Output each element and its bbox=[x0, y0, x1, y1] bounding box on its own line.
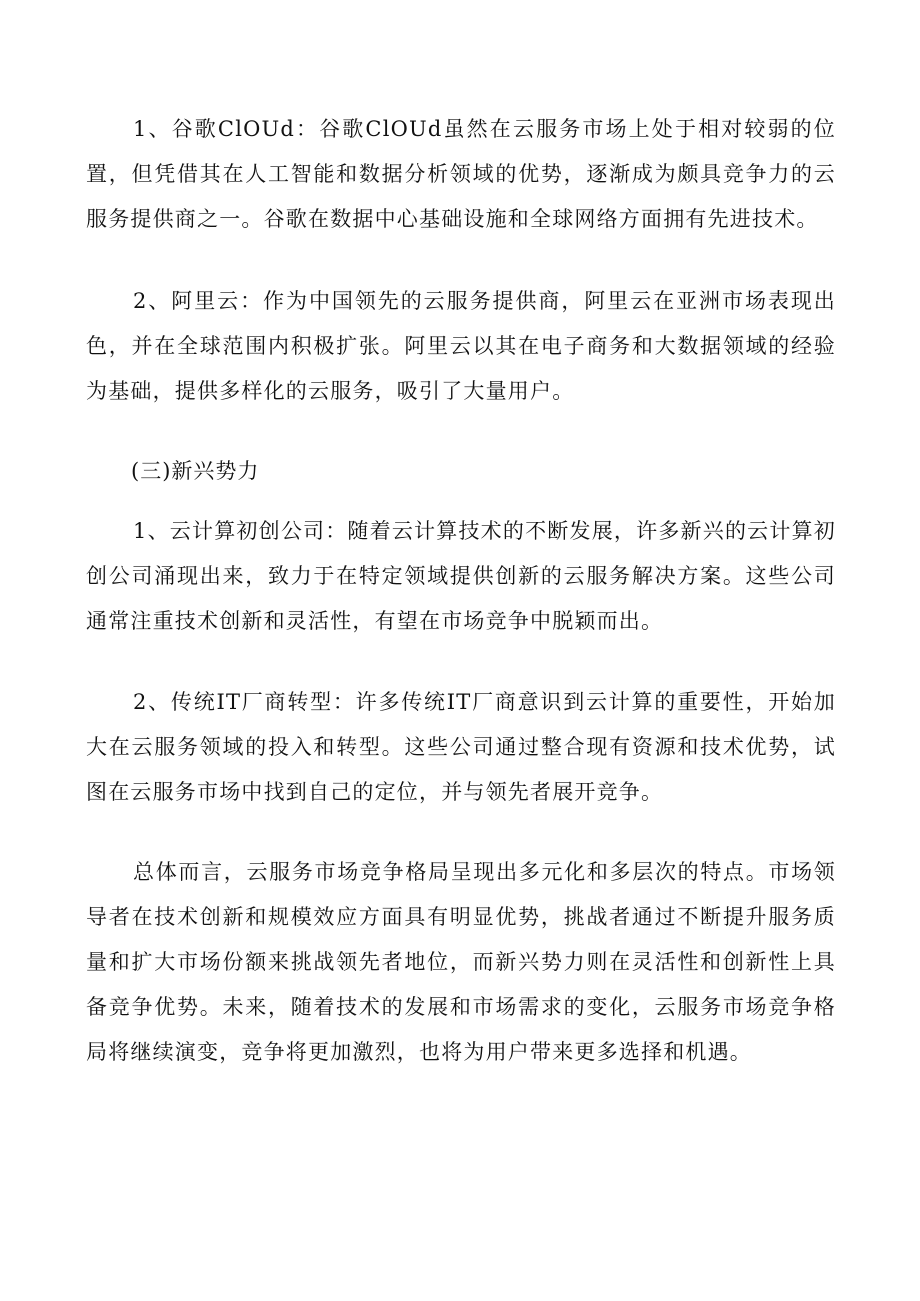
section-heading-emerging-forces: (三)新兴势力 bbox=[131, 459, 260, 483]
paragraph-traditional-it-vendors: 2、传统IT厂商转型：许多传统IT厂商意识到云计算的重要性，开始加大在云服务领域的投入和转型。这些公司通过整合现有资源和技术优势，试图在云服务市场中找到自己的定位，并与领先者展开竞争。 bbox=[86, 690, 836, 804]
paragraph-summary: 总体而言，云服务市场竞争格局呈现出多元化和多层次的特点。市场领导者在技术创新和规模效应方面具有明显优势，挑战者通过不断提升服务质量和扩大市场份额来挑战领先者地位，而新兴势力则在灵活性和创新性上具备竞争优势。未来，随着技术的发展和市场需求的变化，云服务市场竞争格局将继续演变，竞争将更加激烈，也将为用户带来更多选择和机遇。 bbox=[86, 860, 836, 1064]
paragraph-cloud-startups: 1、云计算初创公司：随着云计算技术的不断发展，许多新兴的云计算初创公司涌现出来，致力于在特定领域提供创新的云服务解决方案。这些公司通常注重技术创新和灵活性，有望在市场竞争中脱颖而出。 bbox=[86, 519, 836, 633]
paragraph-google-cloud: 1、谷歌ClOUd：谷歌ClOUd虽然在云服务市场上处于相对较弱的位置，但凭借其在人工智能和数据分析领域的优势，逐渐成为颇具竞争力的云服务提供商之一。谷歌在数据中心基础设施和全球网络方面拥有先进技术。 bbox=[86, 117, 836, 231]
paragraph-alibaba-cloud: 2、阿里云：作为中国领先的云服务提供商，阿里云在亚洲市场表现出色，并在全球范围内积极扩张。阿里云以其在电子商务和大数据领域的经验为基础，提供多样化的云服务，吸引了大量用户。 bbox=[86, 289, 836, 403]
